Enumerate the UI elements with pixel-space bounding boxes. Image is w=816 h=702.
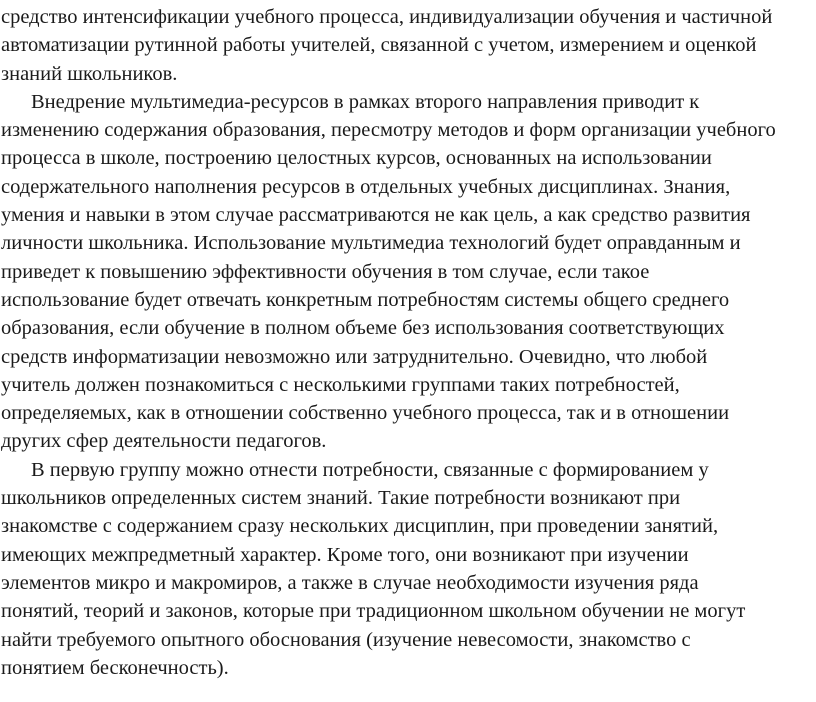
text-line: использование будет отвечать конкретным потребностям системы общего среднего [1,288,730,311]
text-line: процесса в школе, построению целостных курсов, основанных на использовании [1,147,712,170]
text-line: содержательного наполнения ресурсов в отдельных учебных дисциплинах. Знания, [1,175,731,198]
text-line: приведет к повышению эффективности обучения в том случае, если такое [1,260,650,283]
paragraph-1 [1,3,812,88]
text-line: личности школьника. Использование мультимедиа технологий будет оправданным и [1,232,741,255]
text-line: образования, если обучение в полном объеме без использования соответствующих [1,317,725,340]
text-line: найти требуемого опытного обоснования (изучение невесомости, знакомство с [1,628,691,651]
paragraph-3 [1,456,812,682]
text-line: элементов микро и макромиров, а также в случае необходимости изучения ряда [1,571,699,594]
text-line: средство интенсификации учебного процесса, индивидуализации обучения и частичной [1,6,773,28]
paragraph-2 [1,88,812,456]
text-line: других сфер деятельности педагогов. [1,430,327,453]
text-line: знаний школьников. [1,62,178,85]
text-line: знакомстве с содержанием сразу нескольких дисциплин, при проведении занятий, [1,515,719,538]
text-line: средств информатизации невозможно или затруднительно. Очевидно, что любой [1,345,708,368]
text-line: изменению содержания образования, пересмотру методов и форм организации учебного [1,119,776,142]
text-line: учитель должен познакомиться с несколькими группами таких потребностей, [1,373,680,396]
text-line: определяемых, как в отношении собственно учебного процесса, так и в отношении [1,402,730,425]
text-line: В первую группу можно отнести потребности, связанные с формированием у [31,458,709,481]
text-line: понятий, теорий и законов, которые при традиционном школьном обучении не могут [1,600,746,623]
text-line: умения и навыки в этом случае рассматриваются не как цель, а как средство развития [1,204,751,227]
text-line: Внедрение мультимедиа-ресурсов в рамках второго направления приводит к [31,90,700,113]
text-line: имеющих межпредметный характер. Кроме того, они возникают при изучении [1,543,689,566]
document-page [0,3,816,702]
text-line: автоматизации рутинной работы учителей, связанной с учетом, измерением и оценкой [1,34,757,57]
text-line: понятием бесконечность). [1,656,229,679]
text-line: школьников определенных систем знаний. Такие потребности возникают при [1,487,681,510]
